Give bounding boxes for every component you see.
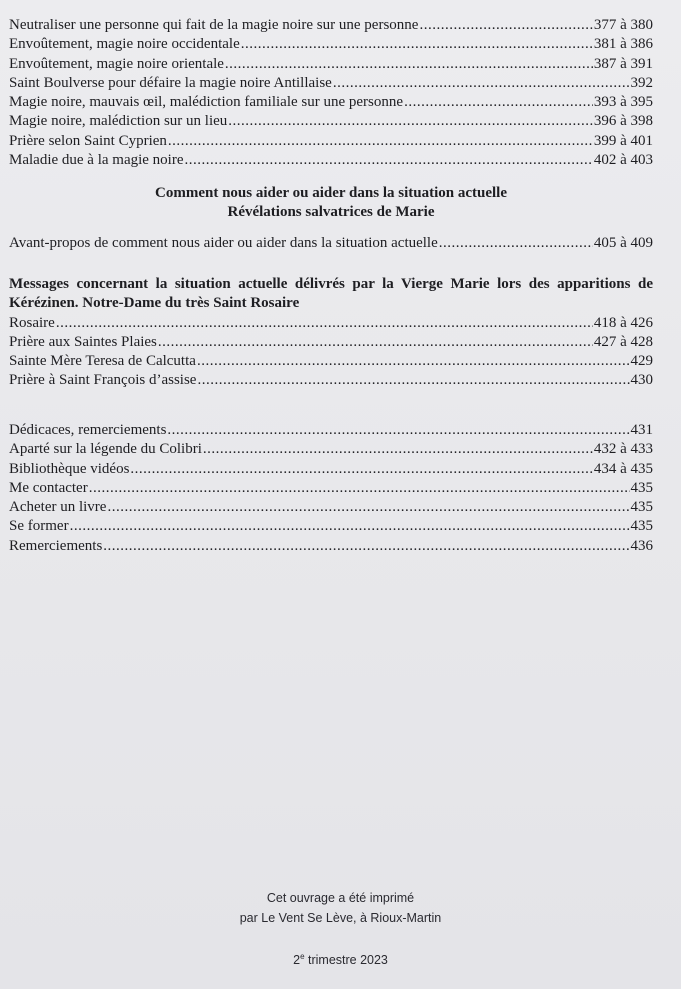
- toc-entry: [9, 35, 653, 54]
- toc-entry-pages: 427 à 428: [593, 333, 653, 350]
- dot-leader: [56, 314, 593, 333]
- toc-entry-label: Remerciements: [9, 537, 103, 554]
- toc-entry: [9, 537, 653, 556]
- toc-entry-pages: 405 à 409: [593, 235, 653, 251]
- toc-entry: [9, 314, 653, 333]
- dot-leader: [333, 74, 630, 93]
- toc-entry-label: Magie noire, malédiction sur un lieu: [9, 113, 228, 130]
- toc-entry-pages: 435: [630, 518, 653, 535]
- toc-entry-label: Envoûtement, magie noire orientale: [9, 55, 224, 72]
- edition-suffix: e: [300, 952, 305, 961]
- toc-entry-pages: 387 à 391: [593, 55, 653, 72]
- toc-entry-pages: 434 à 435: [593, 460, 653, 477]
- dot-leader: [89, 479, 630, 498]
- toc-entry-label: Neutraliser une personne qui fait de la magie noire sur une personne: [9, 17, 419, 33]
- dot-leader: [439, 234, 593, 253]
- toc-entry: [9, 16, 653, 35]
- dot-leader: [185, 151, 593, 170]
- toc-entry: [9, 112, 653, 131]
- toc-entry-label: Prière selon Saint Cyprien: [9, 132, 167, 149]
- toc-entry: [9, 498, 653, 517]
- toc-entry-label: Envoûtement, magie noire occidentale: [9, 36, 240, 53]
- section-heading: [9, 184, 653, 223]
- messages-heading: Messages concernant la situation actuelle délivrés par la Vierge Marie lors des apparitions de Kérézinen. Notre-Dame du très Saint Rosaire: [9, 276, 653, 312]
- edition-rest: trimestre 2023: [304, 953, 388, 967]
- toc-entry-label: Acheter un livre: [9, 499, 107, 516]
- dot-leader: [107, 498, 629, 517]
- dot-leader: [168, 132, 593, 151]
- dot-leader: [419, 16, 592, 35]
- dot-leader: [167, 421, 629, 440]
- toc-entry-label: Prière aux Saintes Plaies: [9, 333, 157, 350]
- toc-entry-pages: 402 à 403: [593, 152, 653, 169]
- dot-leader: [404, 93, 593, 112]
- colophon-line1: Cet ouvrage a été imprimé: [266, 891, 415, 905]
- toc-entry: [9, 55, 653, 74]
- toc-entry-label: Me contacter: [9, 479, 88, 496]
- dot-leader: [225, 55, 593, 74]
- toc-entry-pages: 399 à 401: [593, 132, 653, 149]
- toc-block-magie-noire: [9, 16, 653, 170]
- toc-entry-label: Avant-propos de comment nous aider ou aider dans la situation actuelle: [9, 235, 438, 251]
- toc-entry-pages: 435: [630, 479, 653, 496]
- toc-entry-label: Saint Boulverse pour défaire la magie noire Antillaise: [9, 74, 332, 91]
- dot-leader: [197, 352, 630, 371]
- toc-entry-label: Maladie due à la magie noire: [9, 152, 184, 169]
- toc-entry-pages: 377 à 380: [593, 17, 653, 33]
- toc-entry-label: Bibliothèque vidéos: [9, 460, 130, 477]
- colophon-line2: par Le Vent Se Lève, à Rioux-Martin: [239, 911, 442, 925]
- toc-entry: [9, 371, 653, 390]
- toc-entry: [9, 421, 653, 440]
- toc-entry-label: Se former: [9, 518, 69, 535]
- toc-entry: [9, 352, 653, 371]
- toc-entry: [9, 460, 653, 479]
- toc-entry-pages: 436: [630, 537, 653, 554]
- toc-entry-pages: 435: [630, 499, 653, 516]
- toc-entry-label: Sainte Mère Teresa de Calcutta: [9, 353, 196, 370]
- toc-entry: [9, 93, 653, 112]
- toc-entry-label: Rosaire: [9, 314, 55, 331]
- toc-entry-pages: 429: [630, 353, 653, 370]
- toc-entry-pages: 392: [630, 74, 653, 91]
- colophon-edition: [0, 947, 681, 970]
- toc-entry-label: Magie noire, mauvais œil, malédiction familiale sur une personne: [9, 94, 404, 111]
- toc-entry: [9, 132, 653, 151]
- dot-leader: [103, 537, 629, 556]
- toc-entry-pages: 396 à 398: [593, 113, 653, 130]
- section-heading-line2: Révélations salvatrices de Marie: [227, 204, 435, 221]
- edition-line: [0, 947, 681, 970]
- toc-entry: [9, 333, 653, 352]
- edition-number: 2: [293, 953, 301, 967]
- dot-leader: [197, 371, 629, 390]
- toc-block-avant-propos: [9, 234, 653, 253]
- toc-entry-label: Aparté sur la légende du Colibri: [9, 441, 202, 458]
- toc-block-annexes: [9, 421, 653, 556]
- dot-leader: [130, 460, 592, 479]
- toc-entry: [9, 440, 653, 459]
- dot-leader: [241, 35, 593, 54]
- dot-leader: [70, 517, 630, 536]
- dot-leader: [203, 440, 593, 459]
- toc-entry-label: Dédicaces, remerciements: [9, 422, 167, 438]
- toc-entry: [9, 479, 653, 498]
- toc-entry-pages: 381 à 386: [593, 36, 653, 53]
- toc-entry-label: Prière à Saint François d’assise: [9, 372, 197, 389]
- toc-entry: [9, 74, 653, 93]
- toc-entry-pages: 418 à 426: [593, 314, 653, 331]
- toc-entry: [9, 234, 653, 253]
- toc-entry-pages: 431: [630, 422, 653, 438]
- toc-entry-pages: 430: [630, 372, 653, 389]
- toc-entry-pages: 393 à 395: [593, 94, 653, 111]
- section-heading-line1: Comment nous aider ou aider dans la situation actuelle: [155, 185, 507, 201]
- toc-entry: [9, 517, 653, 536]
- toc-entry-pages: 432 à 433: [593, 441, 653, 458]
- dot-leader: [228, 112, 593, 131]
- toc-block-messages: [9, 275, 653, 391]
- colophon-printer: [0, 888, 681, 928]
- toc-entry: [9, 151, 653, 170]
- dot-leader: [158, 333, 593, 352]
